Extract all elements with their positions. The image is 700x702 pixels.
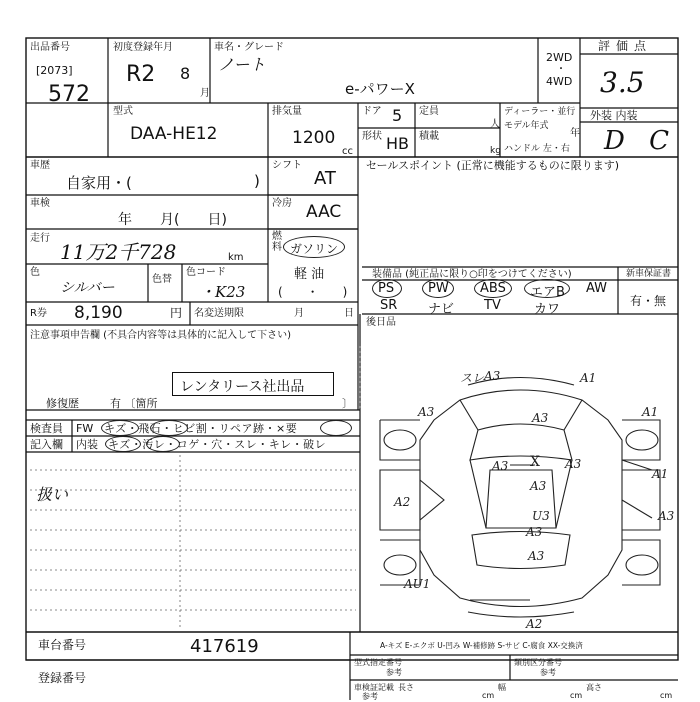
- color-code-label: 色コード: [186, 267, 226, 278]
- length-cm: cm: [482, 691, 495, 700]
- shift: AT: [314, 168, 336, 189]
- mileage: 11万2千728: [60, 240, 177, 264]
- recycle-unit: 円: [170, 306, 183, 320]
- equip-navi[interactable]: ナビ: [428, 302, 455, 317]
- model-label: 型式: [113, 106, 133, 117]
- equip-leather[interactable]: カワ: [534, 302, 561, 317]
- dmg-roof-x: X: [530, 454, 540, 470]
- interior-stain-circle: [146, 436, 180, 452]
- score: 3.5: [600, 66, 645, 99]
- displacement: 1200: [292, 128, 336, 148]
- lot-number: 572: [48, 82, 90, 107]
- recycle-label: R券: [30, 308, 47, 319]
- dmg-front-scuff: スレ: [460, 371, 485, 385]
- dmg-right-door-a1: A1: [652, 467, 669, 481]
- fw-label: FW: [76, 422, 94, 435]
- rental-stamp: レンタリース社出品: [180, 379, 305, 395]
- type-approval-ref: 参考: [386, 668, 402, 677]
- dmg-left-front-a3: A3: [418, 405, 435, 419]
- cc-unit: cc: [342, 146, 353, 157]
- capacity-unit: 人: [490, 119, 500, 130]
- dmg-trunk-a3: A3: [528, 549, 545, 563]
- interior-scratch-circle: [105, 436, 141, 452]
- dealer-import-label: ディーラー・並行: [504, 107, 576, 117]
- equip-tv[interactable]: TV: [484, 298, 501, 313]
- registration-era: R2: [126, 62, 156, 87]
- doors-label: ドア: [362, 106, 382, 117]
- dmg-rear-a2: A2: [526, 617, 543, 630]
- fuel-diesel[interactable]: 軽 油: [294, 267, 325, 282]
- shape-label: 形状: [362, 131, 382, 142]
- recycle-amount: 8,190: [74, 303, 123, 323]
- fuel-other: ( ・ ): [278, 285, 348, 299]
- registration-month: 8: [180, 64, 191, 83]
- body-shape: HB: [386, 134, 410, 153]
- category-label: 類別区分番号: [514, 658, 562, 667]
- color: シルバー: [60, 280, 115, 296]
- fuel-label: 燃料: [272, 231, 282, 253]
- steering-label: ハンドル 左・右: [504, 144, 570, 154]
- ac-label: 冷房: [272, 198, 292, 209]
- fw-items: キズ・飛石・ヒビ割・リペア跡・×要: [104, 422, 298, 435]
- handwritten-note: 扱い: [36, 485, 69, 504]
- fw-chip-circle: [150, 420, 188, 436]
- width-label: 幅: [498, 683, 506, 692]
- inspection-cert-ref: 参考: [362, 692, 378, 701]
- lot-code: [2073]: [36, 64, 73, 77]
- interior-label: 内装: [76, 438, 98, 451]
- equip-aw[interactable]: AW: [586, 281, 608, 296]
- first-registration-label: 初度登録年月: [113, 42, 173, 53]
- usage: 自家用・(: [66, 174, 132, 192]
- model-year-unit: 年: [570, 128, 580, 139]
- mileage-label: 走行: [30, 233, 50, 244]
- ac: AAC: [306, 202, 342, 222]
- color-change-label: 色替: [152, 274, 172, 285]
- sales-point-label: セールスポイント (正常に機能するものに限ります): [366, 159, 620, 172]
- height-cm: cm: [660, 691, 673, 700]
- car-name: ノート: [218, 55, 266, 74]
- car-name-label: 車名・グレード: [214, 42, 284, 53]
- lot-number-label: 出品番号: [30, 42, 70, 53]
- dmg-windshield-right-a3: A3: [565, 457, 582, 471]
- exterior-interior-label: 外装 内装: [590, 109, 638, 122]
- inspection-date: 年 月( 日): [118, 212, 227, 228]
- km-unit: km: [228, 252, 244, 263]
- category-ref: 参考: [540, 668, 556, 677]
- load-label: 積載: [419, 131, 439, 142]
- width-cm: cm: [570, 691, 583, 700]
- dmg-left-door-a2: A2: [394, 495, 411, 509]
- doors: 5: [392, 106, 403, 125]
- car-condition-diagram: [360, 360, 678, 630]
- fw-replace-circle: [320, 420, 352, 436]
- entry-label: 記入欄: [30, 438, 63, 451]
- inspector-label: 検査員: [30, 422, 63, 435]
- equip-ps[interactable]: PS: [378, 281, 395, 296]
- warranty-label: 新車保証書: [626, 269, 672, 279]
- length-label: 長さ: [398, 683, 414, 692]
- color-code: ・K23: [200, 283, 246, 301]
- dmg-windshield-left-a3: A3: [492, 459, 509, 473]
- dmg-roof-u3: U3: [532, 509, 550, 523]
- drive-4wd[interactable]: 4WD: [546, 75, 573, 88]
- month-unit: 月: [200, 88, 210, 99]
- dmg-left-rear-au1: AU1: [404, 577, 431, 591]
- shift-label: シフト: [272, 160, 302, 171]
- type-approval-label: 型式指定番号: [354, 658, 402, 667]
- dmg-front-right-a1: A1: [580, 371, 597, 385]
- notes-label: 注意事項申告欄 (不具合内容等は具体的に記入して下さい): [30, 330, 291, 341]
- damage-legend: A-キズ E-エクボ U-凹み W-補修跡 S-サビ C-腐食 XX-交換済: [380, 641, 583, 650]
- name-change-label: 名変送期限: [194, 308, 244, 319]
- equip-pw[interactable]: PW: [428, 281, 449, 296]
- chassis-label: 車台番号: [38, 638, 87, 652]
- name-change-month: 月: [294, 308, 304, 319]
- fuel-gasoline[interactable]: ガソリン: [290, 242, 339, 256]
- interior-items: キズ・汚レ・コゲ・穴・スレ・キレ・破レ: [108, 438, 327, 451]
- exterior-interior-score: D C: [604, 126, 678, 156]
- name-change-day: 日: [344, 308, 354, 319]
- repair-history-close: 〕: [342, 397, 353, 410]
- equip-abs[interactable]: ABS: [480, 281, 506, 296]
- usage-label: 車歴: [30, 160, 50, 171]
- warranty-value[interactable]: 有・無: [630, 294, 667, 308]
- equip-airbag[interactable]: エアB: [530, 285, 565, 300]
- usage-close: ): [254, 172, 260, 190]
- drive-separator: ・: [556, 64, 566, 75]
- equipment-label: 装備品 (純正品に限り○印をつけてください): [372, 269, 572, 280]
- dmg-right-rear-a3: A3: [658, 509, 675, 523]
- color-label: 色: [30, 267, 40, 278]
- model-year-label: モデル年式: [504, 121, 549, 131]
- drive-2wd[interactable]: 2WD: [546, 51, 573, 64]
- score-label: 評価点: [598, 39, 653, 53]
- registration-label: 登録番号: [38, 671, 87, 685]
- dmg-rear-window-a3: A3: [526, 525, 543, 539]
- inspection-label: 車検: [30, 198, 50, 209]
- dmg-roof-a3: A3: [530, 479, 547, 493]
- repair-history-label: 修復歴: [46, 397, 79, 410]
- load-unit: kg: [490, 146, 501, 156]
- equip-sr[interactable]: SR: [380, 298, 398, 313]
- model-code: DAA-HE12: [130, 124, 218, 144]
- height-label: 高さ: [586, 683, 602, 692]
- repair-history-value: 有 〔箇所: [110, 397, 158, 410]
- dmg-hood-a3: A3: [532, 411, 549, 425]
- chassis-number: 417619: [190, 636, 259, 657]
- inspection-cert-label: 車検証記載: [354, 683, 394, 692]
- dmg-front-a3: A3: [484, 369, 501, 383]
- capacity-label: 定員: [419, 106, 439, 117]
- fw-scratch-circle: [101, 420, 139, 436]
- retro-items-label: 後日品: [366, 317, 396, 328]
- dmg-right-front-a1: A1: [642, 405, 659, 419]
- grade: e-パワーX: [345, 80, 415, 98]
- displacement-label: 排気量: [272, 106, 302, 117]
